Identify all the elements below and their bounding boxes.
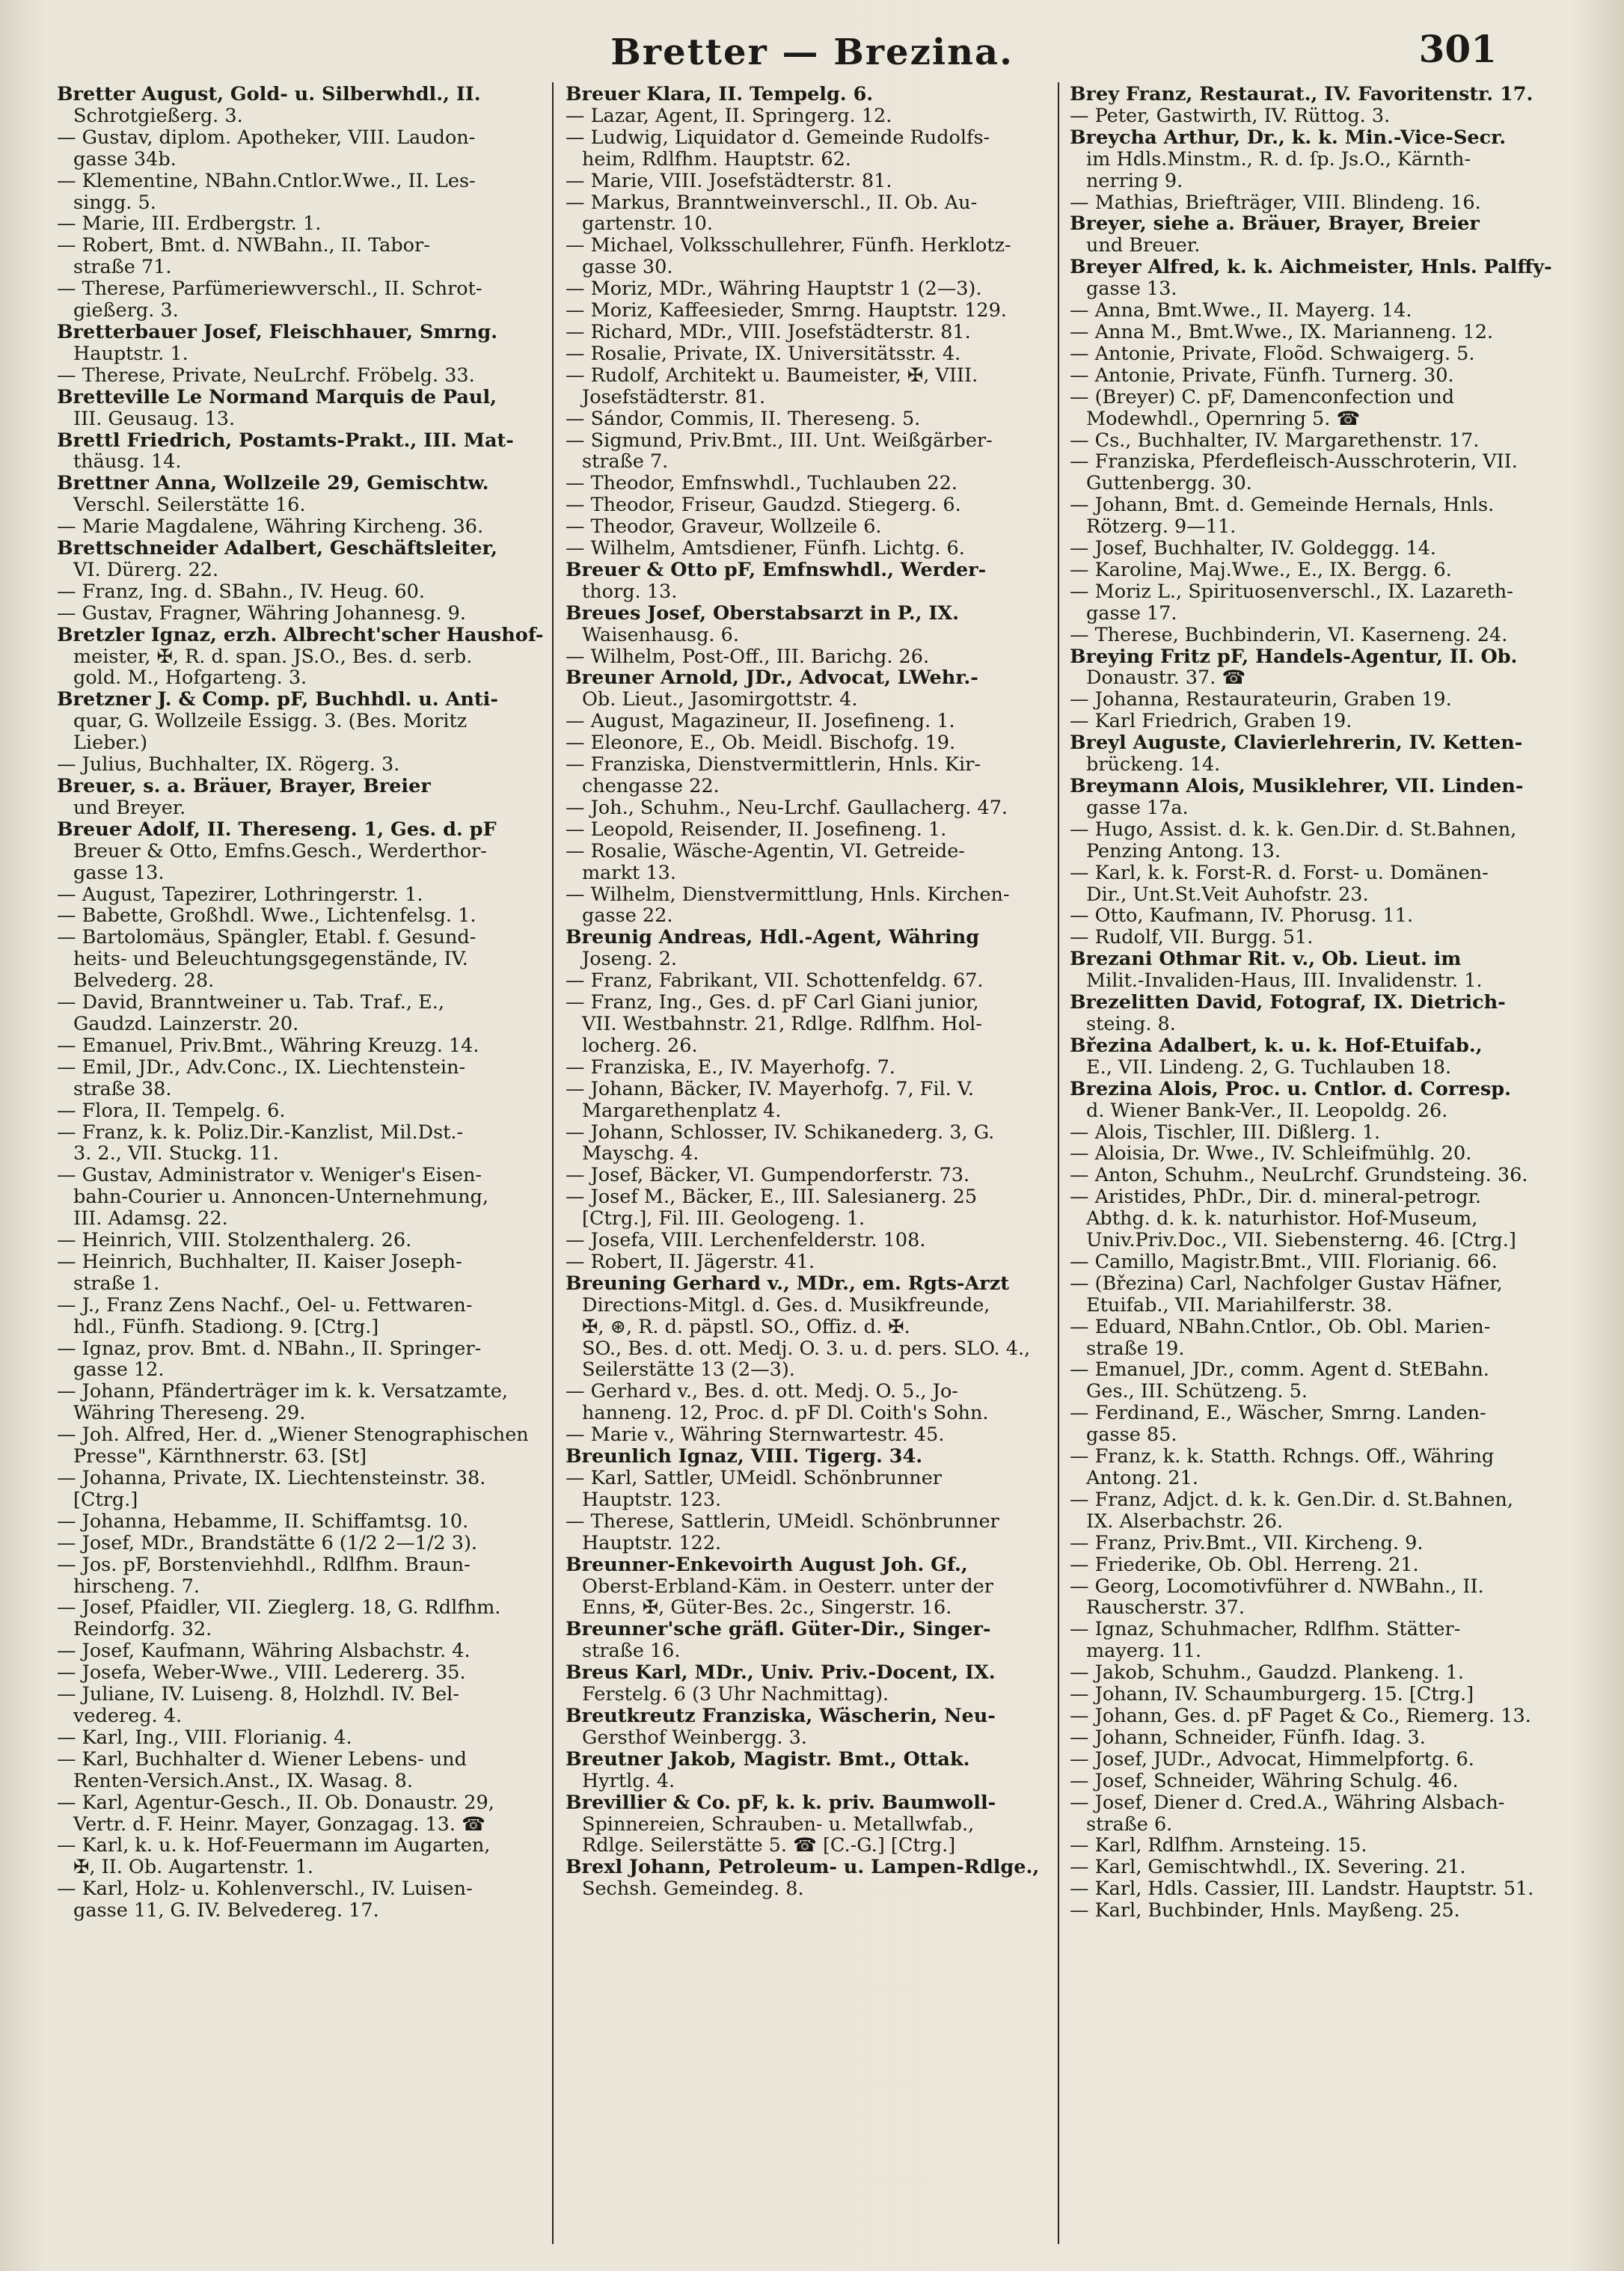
directory-entry-line: Gaudzd. Lainzerstr. 20.: [73, 1013, 299, 1035]
directory-entry-line: Modewhdl., Opernring 5. ☎: [1086, 408, 1361, 430]
directory-entry-line: — Karl, Agentur-Gesch., II. Ob. Donaustr. 29,: [57, 1792, 494, 1814]
directory-entry-line: — Moriz L., Spirituosenverschl., IX. Lazareth-: [1070, 580, 1513, 603]
directory-entry-line: — Markus, Branntweinverschl., II. Ob. Au-: [566, 191, 978, 214]
directory-entry-line: — Friederike, Ob. Obl. Herreng. 21.: [1070, 1554, 1419, 1576]
directory-entry-line: Oberst-Erbland-Käm. in Oesterr. unter der: [582, 1575, 993, 1598]
directory-entry-line: Brey Franz, Restaurat., IV. Favoritenstr. 17.: [1070, 84, 1533, 105]
directory-entry-line: — Wilhelm, Amtsdiener, Fünfh. Lichtg. 6.: [566, 538, 965, 560]
directory-entry-line: gasse 85.: [1086, 1424, 1177, 1447]
directory-entry-line: — Josef, Schneider, Währing Schulg. 46.: [1070, 1770, 1459, 1792]
directory-entry-line: — Josef, Bäcker, VI. Gumpendorferstr. 73.: [566, 1165, 970, 1187]
directory-entry-line: — Eleonore, E., Ob. Meidl. Bischofg. 19.: [566, 732, 956, 755]
directory-entry-line: Währing Thereseng. 29.: [73, 1403, 306, 1425]
directory-entry-line: — Franziska, Pferdefleisch-Ausschroterin, VII.: [1070, 451, 1518, 473]
directory-entry-line: — August, Tapezirer, Lothringerstr. 1.: [57, 883, 423, 906]
directory-entry-line: Breus Karl, MDr., Univ. Priv.-Docent, IX.: [566, 1662, 996, 1685]
directory-entry-line: — Therese, Sattlerin, UMeidl. Schönbrunner: [566, 1510, 999, 1533]
directory-entry-line: Margarethenplatz 4.: [582, 1100, 782, 1122]
directory-entry-line: — Marie, III. Erdbergstr. 1.: [57, 213, 322, 236]
directory-entry-line: — Franz, Ing. d. SBahn., IV. Heug. 60.: [57, 580, 425, 603]
directory-entry-line: — Franz, Ing., Ges. d. pF Carl Giani junior,: [566, 992, 979, 1014]
directory-entry-line: — Gustav, Fragner, Währing Johannesg. 9.: [57, 602, 466, 625]
directory-entry-line: — Theodor, Graveur, Wollzeile 6.: [566, 516, 882, 539]
directory-entry-line: gasse 12.: [73, 1359, 165, 1382]
directory-entry-line: — Marie, VIII. Josefstädterstr. 81.: [566, 170, 892, 192]
directory-entry-line: Brettner Anna, Wollzeile 29, Gemischtw.: [57, 473, 489, 495]
directory-entry-line: III. Adamsg. 22.: [73, 1208, 228, 1230]
directory-entry-line: — Anton, Schuhm., NeuLrchf. Grundsteing. 36.: [1070, 1165, 1528, 1187]
directory-entry-line: — Peter, Gastwirth, IV. Rüttog. 3.: [1070, 105, 1391, 127]
directory-entry-line: — Georg, Locomotivführer d. NWBahn., II.: [1070, 1575, 1484, 1598]
directory-entry-line: — Hugo, Assist. d. k. k. Gen.Dir. d. St.Bahnen,: [1070, 818, 1517, 841]
directory-entry-line: Etuifab., VII. Mariahilferstr. 38.: [1086, 1294, 1393, 1317]
directory-entry-line: — Leopold, Reisender, II. Josefineng. 1.: [566, 818, 947, 841]
directory-entry-line: — August, Magazineur, II. Josefineng. 1.: [566, 711, 955, 733]
directory-entry-line: Bretzner J. & Comp. pF, Buchhdl. u. Anti-: [57, 689, 498, 711]
directory-entry-line: — Eduard, NBahn.Cntlor., Ob. Obl. Marien-: [1070, 1316, 1491, 1338]
directory-entry-line: — Wilhelm, Post-Off., III. Barichg. 26.: [566, 646, 930, 668]
directory-entry-line: — Julius, Buchhalter, IX. Rögerg. 3.: [57, 754, 400, 776]
directory-entry-line: straße 19.: [1086, 1337, 1185, 1360]
directory-entry-line: d. Wiener Bank-Ver., II. Leopoldg. 26.: [1086, 1100, 1448, 1122]
directory-entry-line: quar, G. Wollzeile Essigg. 3. (Bes. Moritz: [73, 711, 468, 733]
directory-entry-line: und Breuer.: [1086, 235, 1201, 257]
directory-entry-line: — Karl, Ing., VIII. Florianig. 4.: [57, 1726, 352, 1749]
directory-entry-line: — Karoline, Maj.Wwe., E., IX. Bergg. 6.: [1070, 559, 1452, 581]
directory-entry-line: [Ctrg.]: [73, 1489, 138, 1511]
directory-entry-line: gasse 11, G. IV. Belvedereg. 17.: [73, 1900, 379, 1922]
directory-entry-line: Hauptstr. 1.: [73, 343, 189, 365]
directory-entry-line: Brezelitten David, Fotograf, IX. Dietrich-: [1070, 992, 1506, 1014]
directory-entry-line: — Sigmund, Priv.Bmt., III. Unt. Weißgärber-: [566, 429, 993, 452]
directory-entry-line: Breuer & Otto pF, Emfnswhdl., Werder-: [566, 559, 987, 581]
directory-entry-line: — Jos. pF, Borstenviehhdl., Rdlfhm. Braun-: [57, 1554, 471, 1576]
directory-entry-line: singg. 5.: [73, 191, 156, 214]
directory-entry-line: Brezani Othmar Rit. v., Ob. Lieut. im: [1070, 948, 1462, 971]
directory-entry-line: gartenstr. 10.: [582, 213, 713, 236]
directory-entry-line: Bretteville Le Normand Marquis de Paul,: [57, 386, 497, 408]
directory-entry-line: Penzing Antong. 13.: [1086, 840, 1281, 862]
directory-entry-line: — Emanuel, Priv.Bmt., Währing Kreuzg. 14.: [57, 1035, 479, 1057]
directory-entry-line: Sechsh. Gemeindeg. 8.: [582, 1878, 804, 1901]
directory-entry-line: — Jakob, Schuhm., Gaudzd. Plankeng. 1.: [1070, 1662, 1464, 1685]
directory-entry-line: Breunlich Ignaz, VIII. Tigerg. 34.: [566, 1446, 923, 1468]
directory-entry-line: — Gustav, diplom. Apotheker, VIII. Laudon-: [57, 126, 476, 149]
directory-entry-line: Renten-Versich.Anst., IX. Wasag. 8.: [73, 1770, 413, 1792]
directory-entry-line: Josefstädterstr. 81.: [582, 386, 766, 408]
directory-entry-line: Breycha Arthur, Dr., k. k. Min.-Vice-Secr.: [1070, 126, 1507, 149]
directory-entry-line: — Ignaz, prov. Bmt. d. NBahn., II. Springer-: [57, 1337, 482, 1360]
directory-entry-line: — Ferdinand, E., Wäscher, Smrng. Landen-: [1070, 1403, 1486, 1425]
directory-entry-line: — Josef M., Bäcker, E., III. Salesianerg. 25: [566, 1186, 978, 1209]
directory-column-2: [566, 84, 1059, 2246]
directory-entry-line: Breunig Andreas, Hdl.-Agent, Währing: [566, 927, 980, 949]
directory-entry-line: — (Březina) Carl, Nachfolger Gustav Häfner,: [1070, 1272, 1503, 1295]
directory-entry-line: — Josefa, VIII. Lerchenfelderstr. 108.: [566, 1230, 926, 1251]
directory-entry-line: hdl., Fünfh. Stadiong. 9. [Ctrg.]: [73, 1316, 379, 1338]
directory-entry-line: E., VII. Lindeng. 2, G. Tuchlauben 18.: [1086, 1056, 1452, 1079]
directory-entry-line: — Robert, Bmt. d. NWBahn., II. Tabor-: [57, 235, 430, 257]
directory-entry-line: Rauscherstr. 37.: [1086, 1597, 1245, 1619]
directory-entry-line: 3. 2., VII. Stuckg. 11.: [73, 1143, 279, 1165]
directory-entry-line: Breyer Alfred, k. k. Aichmeister, Hnls. Palffy-: [1070, 257, 1552, 279]
directory-entry-line: meister, ✠, R. d. span. JS.O., Bes. d. serb.: [73, 646, 473, 668]
directory-entry-line: — Heinrich, Buchhalter, II. Kaiser Joseph-: [57, 1251, 462, 1273]
directory-entry-line: im Hdls.Minstm., R. d. ſp. Js.O., Kärnth-: [1086, 148, 1471, 171]
directory-entry-line: — Anna M., Bmt.Wwe., IX. Marianneng. 12.: [1070, 321, 1494, 343]
directory-entry-line: gold. M., Hofgarteng. 3.: [73, 667, 307, 690]
directory-entry-line: — Josef, Pfaidler, VII. Zieglerg. 18, G. Rdlfhm.: [57, 1597, 501, 1619]
directory-entry-line: gasse 13.: [73, 862, 165, 884]
directory-entry-line: — David, Branntweiner u. Tab. Traf., E.,: [57, 992, 444, 1014]
directory-entry-line: — Johanna, Private, IX. Liechtensteinstr. 38.: [57, 1468, 486, 1489]
directory-entry-line: — Gustav, Administrator v. Weniger's Eisen-: [57, 1165, 482, 1187]
directory-entry-line: Breyer, siehe a. Bräuer, Brayer, Breier: [1070, 213, 1480, 236]
directory-entry-line: Waisenhausg. 6.: [582, 624, 739, 646]
directory-entry-line: Hyrtlg. 4.: [582, 1770, 675, 1792]
directory-entry-line: locherg. 26.: [582, 1035, 698, 1057]
directory-entry-line: Breues Josef, Oberstabsarzt in P., IX.: [566, 602, 959, 625]
directory-entry-line: SO., Bes. d. ott. Medj. O. 3. u. d. pers. SLO. 4.,: [582, 1337, 1031, 1360]
directory-entry-line: — Franziska, E., IV. Mayerhofg. 7.: [566, 1056, 895, 1079]
directory-entry-line: — Karl, k. u. k. Hof-Feuermann im Augarten,: [57, 1835, 491, 1857]
directory-entry-line: — Babette, Großhdl. Wwe., Lichtenfelsg. 1.: [57, 905, 477, 928]
directory-entry-line: — Johanna, Restaurateurin, Graben 19.: [1070, 689, 1452, 711]
directory-entry-line: — Karl, Rdlfhm. Arnsteing. 15.: [1070, 1835, 1367, 1857]
directory-entry-line: [Ctrg.], Fil. III. Geologeng. 1.: [582, 1208, 865, 1230]
directory-entry-line: — Flora, II. Tempelg. 6.: [57, 1100, 286, 1122]
directory-entry-line: — Emil, JDr., Adv.Conc., IX. Liechtenstein-: [57, 1056, 466, 1079]
directory-entry-line: nerring 9.: [1086, 170, 1183, 192]
directory-entry-line: ✠, ⊛, R. d. päpstl. SO., Offiz. d. ✠.: [582, 1316, 910, 1338]
directory-entry-line: — Karl, Buchbinder, Hnls. Mayßeng. 25.: [1070, 1900, 1460, 1922]
directory-entry-line: — Johanna, Hebamme, II. Schiffamtsg. 10.: [57, 1510, 469, 1533]
directory-entry-line: — Bartolomäus, Spängler, Etabl. f. Gesund-: [57, 927, 477, 949]
directory-entry-line: thäusg. 14.: [73, 451, 182, 473]
directory-entry-line: straße 1.: [73, 1272, 160, 1295]
directory-entry-line: straße 16.: [582, 1640, 681, 1663]
directory-entry-line: — Juliane, IV. Luiseng. 8, Holzhdl. IV. Bel-: [57, 1684, 459, 1705]
directory-entry-line: straße 6.: [1086, 1813, 1173, 1836]
directory-entry-line: — Johann, Pfänderträger im k. k. Versatzamte,: [57, 1381, 508, 1403]
directory-entry-line: — Karl, k. k. Forst-R. d. Forst- u. Domänen-: [1070, 862, 1489, 884]
directory-entry-line: — Johann, Bäcker, IV. Mayerhofg. 7, Fil. V.: [566, 1078, 974, 1100]
directory-entry-line: Bretzler Ignaz, erzh. Albrecht'scher Haushof-: [57, 624, 543, 646]
directory-entry-line: — Rudolf, VII. Burgg. 51.: [1070, 927, 1314, 949]
directory-entry-line: Breuer Adolf, II. Thereseng. 1, Ges. d. pF: [57, 818, 497, 841]
directory-entry-line: Spinnereien, Schrauben- u. Metallwfab.,: [582, 1813, 975, 1836]
directory-entry-line: — Emanuel, JDr., comm. Agent d. StEBahn.: [1070, 1359, 1489, 1382]
directory-entry-line: Donaustr. 37. ☎: [1086, 667, 1246, 690]
page-header: [0, 15, 1624, 82]
directory-entry-line: — Camillo, Magistr.Bmt., VIII. Florianig. 66.: [1070, 1251, 1498, 1273]
directory-entry-line: Belvederg. 28.: [73, 970, 215, 993]
directory-entry-line: — Franz, k. k. Poliz.Dir.-Kanzlist, Mil.Dst.-: [57, 1121, 464, 1144]
directory-entry-line: Vertr. d. F. Heinr. Mayer, Gonzagag. 13. ☎: [73, 1813, 485, 1836]
directory-entry-line: gießerg. 3.: [73, 300, 179, 322]
directory-entry-line: Bretterbauer Josef, Fleischhauer, Smrng.: [57, 321, 498, 343]
directory-entry-line: vedereg. 4.: [73, 1705, 183, 1727]
directory-entry-line: — Therese, Parfümeriewverschl., II. Schrot-: [57, 278, 482, 301]
directory-entry-line: gasse 30.: [582, 257, 673, 279]
header-title: Bretter — Brezina.: [610, 31, 1014, 73]
directory-entry-line: — Marie Magdalene, Währing Kircheng. 36.: [57, 516, 484, 539]
directory-entry-line: — Marie v., Währing Sternwartestr. 45.: [566, 1424, 945, 1447]
directory-entry-line: steing. 8.: [1086, 1013, 1176, 1035]
directory-entry-line: Ob. Lieut., Jasomirgottstr. 4.: [582, 689, 858, 711]
directory-entry-line: Reindorfg. 32.: [73, 1619, 212, 1641]
directory-entry-line: gasse 17.: [1086, 602, 1177, 625]
directory-entry-line: Brettl Friedrich, Postamts-Prakt., III. Mat-: [57, 429, 514, 452]
directory-entry-line: — Otto, Kaufmann, IV. Phorusg. 11.: [1070, 905, 1414, 928]
directory-entry-line: heim, Rdlfhm. Hauptstr. 62.: [582, 148, 851, 171]
directory-entry-line: — Cs., Buchhalter, IV. Margarethenstr. 17.: [1070, 429, 1480, 452]
directory-entry-line: Mayschg. 4.: [582, 1143, 699, 1165]
directory-entry-line: VII. Westbahnstr. 21, Rdlge. Rdlfhm. Hol-: [582, 1013, 982, 1035]
directory-entry-line: — Sándor, Commis, II. Thereseng. 5.: [566, 408, 921, 430]
directory-entry-line: Verschl. Seilerstätte 16.: [73, 494, 306, 517]
directory-entry-line: gasse 34b.: [73, 148, 177, 171]
directory-entry-line: Brettschneider Adalbert, Geschäftsleiter,: [57, 538, 497, 560]
directory-entry-line: — Anna, Bmt.Wwe., II. Mayerg. 14.: [1070, 300, 1412, 322]
directory-entry-line: straße 7.: [582, 451, 669, 473]
directory-entry-line: straße 71.: [73, 257, 172, 279]
directory-entry-line: gasse 22.: [582, 905, 673, 928]
directory-entry-line: Schrotgießerg. 3.: [73, 105, 243, 127]
directory-entry-line: — Michael, Volksschullehrer, Fünfh. Herklotz-: [566, 235, 1011, 257]
directory-entry-line: Joseng. 2.: [582, 948, 678, 971]
directory-entry-line: Breuer, s. a. Bräuer, Brayer, Breier: [57, 776, 431, 797]
directory-entry-line: Hauptstr. 123.: [582, 1489, 722, 1511]
directory-entry-line: — Theodor, Emfnswhdl., Tuchlauben 22.: [566, 473, 957, 495]
directory-entry-line: Breyl Auguste, Clavierlehrerin, IV. Ketten-: [1070, 732, 1523, 755]
directory-entry-line: Breutkreutz Franziska, Wäscherin, Neu-: [566, 1705, 996, 1727]
directory-entry-line: — Karl, Holz- u. Kohlenverschl., IV. Luisen-: [57, 1878, 473, 1901]
directory-entry-line: — Alois, Tischler, III. Dißlerg. 1.: [1070, 1121, 1381, 1144]
directory-entry-line: Presse", Kärnthnerstr. 63. [St]: [73, 1446, 367, 1468]
directory-entry-line: Antong. 21.: [1086, 1468, 1198, 1489]
directory-entry-line: — Josef, Buchhalter, IV. Goldeggg. 14.: [1070, 538, 1436, 560]
directory-entry-line: — Klementine, NBahn.Cntlor.Wwe., II. Les-: [57, 170, 476, 192]
directory-entry-line: — Josefa, Weber-Wwe., VIII. Ledererg. 35.: [57, 1662, 466, 1685]
directory-entry-line: III. Geusaug. 13.: [73, 408, 236, 430]
directory-entry-line: Březina Adalbert, k. u. k. Hof-Etuifab.,: [1070, 1035, 1483, 1057]
directory-entry-line: brückeng. 14.: [1086, 754, 1221, 776]
directory-entry-line: Ges., III. Schützeng. 5.: [1086, 1381, 1308, 1403]
directory-entry-line: Breunner'sche gräfl. Güter-Dir., Singer-: [566, 1619, 991, 1641]
directory-entry-line: — Josef, Kaufmann, Währing Alsbachstr. 4.: [57, 1640, 471, 1663]
directory-entry-line: — Karl, Gemischtwhdl., IX. Severing. 21.: [1070, 1857, 1466, 1879]
directory-entry-line: — Rosalie, Private, IX. Universitätsstr. 4.: [566, 343, 961, 365]
directory-entry-line: Breuning Gerhard v., MDr., em. Rgts-Arzt: [566, 1272, 1009, 1295]
directory-entry-line: ✠, II. Ob. Augartenstr. 1.: [73, 1857, 313, 1879]
directory-entry-line: — Ludwig, Liquidator d. Gemeinde Rudolfs-: [566, 126, 990, 149]
directory-entry-line: VI. Dürerg. 22.: [73, 559, 219, 581]
directory-entry-line: Univ.Priv.Doc., VII. Siebensterng. 46. [Ctrg.]: [1086, 1230, 1516, 1251]
directory-entry-line: Brevillier & Co. pF, k. k. priv. Baumwoll-: [566, 1792, 996, 1814]
directory-entry-line: IX. Alserbachstr. 26.: [1086, 1510, 1284, 1533]
directory-entry-line: — Therese, Private, NeuLrchf. Fröbelg. 33.: [57, 364, 475, 387]
directory-entry-line: — Ignaz, Schuhmacher, Rdlfhm. Stätter-: [1070, 1619, 1461, 1641]
directory-entry-line: — (Breyer) C. pF, Damenconfection und: [1070, 386, 1455, 408]
directory-entry-line: hirscheng. 7.: [73, 1575, 200, 1598]
directory-entry-line: gasse 17a.: [1086, 797, 1189, 819]
directory-entry-line: — Moriz, MDr., Währing Hauptstr 1 (2—3).: [566, 278, 982, 301]
directory-entry-line: — Aloisia, Dr. Wwe., IV. Schleifmühlg. 20.: [1070, 1143, 1472, 1165]
directory-entry-line: Brexl Johann, Petroleum- u. Lampen-Rdlge.,: [566, 1857, 1040, 1879]
page-number: 301: [1418, 27, 1497, 71]
directory-entry-line: — Aristides, PhDr., Dir. d. mineral-petrogr.: [1070, 1186, 1482, 1209]
directory-entry-line: — Theodor, Friseur, Gaudzd. Stiegerg. 6.: [566, 494, 961, 517]
directory-entry-line: — Franz, k. k. Statth. Rchngs. Off., Währing: [1070, 1446, 1495, 1468]
directory-entry-line: — Antonie, Private, Floõd. Schwaigerg. 5.: [1070, 343, 1475, 365]
directory-entry-line: Rötzerg. 9—11.: [1086, 516, 1237, 539]
directory-entry-line: markt 13.: [582, 862, 676, 884]
directory-entry-line: — Rosalie, Wäsche-Agentin, VI. Getreide-: [566, 840, 965, 862]
directory-entry-line: — Rudolf, Architekt u. Baumeister, ✠, VIII.: [566, 364, 978, 387]
directory-column-3: [1070, 84, 1567, 2246]
directory-entry-line: — Johann, Schneider, Fünfh. Idag. 3.: [1070, 1726, 1426, 1749]
directory-entry-line: thorg. 13.: [582, 580, 678, 603]
directory-entry-line: Dir., Unt.St.Veit Auhofstr. 23.: [1086, 883, 1369, 906]
directory-entry-line: Breuer Klara, II. Tempelg. 6.: [566, 84, 874, 105]
directory-entry-line: — Johann, Bmt. d. Gemeinde Hernals, Hnls.: [1070, 494, 1495, 517]
directory-entry-line: Seilerstätte 13 (2—3).: [582, 1359, 795, 1382]
directory-entry-line: Breunner-Enkevoirth August Joh. Gf.,: [566, 1554, 968, 1576]
directory-entry-line: Guttenbergg. 30.: [1086, 473, 1252, 495]
directory-entry-line: — Joh. Alfred, Her. d. „Wiener Stenographischen: [57, 1424, 529, 1447]
directory-entry-line: — Karl, Buchhalter d. Wiener Lebens- und: [57, 1748, 467, 1771]
directory-entry-line: — Joh., Schuhm., Neu-Lrchf. Gaullacherg. 47.: [566, 797, 1008, 819]
directory-entry-line: — Gerhard v., Bes. d. ott. Medj. O. 5., Jo-: [566, 1381, 958, 1403]
directory-entry-line: Breying Fritz pF, Handels-Agentur, II. Ob.: [1070, 646, 1518, 668]
directory-entry-line: Breuer & Otto, Emfns.Gesch., Werderthor-: [73, 840, 487, 862]
directory-entry-line: — Franz, Adjct. d. k. k. Gen.Dir. d. St.Bahnen,: [1070, 1489, 1513, 1511]
directory-entry-line: Milit.-Invaliden-Haus, III. Invalidenstr. 1.: [1086, 970, 1483, 993]
directory-entry-line: Breymann Alois, Musiklehrer, VII. Linden-: [1070, 776, 1524, 797]
directory-entry-line: — Josef, JUDr., Advocat, Himmelpfortg. 6.: [1070, 1748, 1474, 1771]
directory-entry-line: Abthg. d. k. k. naturhistor. Hof-Museum,: [1086, 1208, 1478, 1230]
directory-entry-line: Bretter August, Gold- u. Silberwhdl., II.: [57, 84, 481, 105]
directory-entry-line: — Robert, II. Jägerstr. 41.: [566, 1251, 815, 1273]
directory-column-1: [57, 84, 543, 2246]
directory-entry-line: — Lazar, Agent, II. Springerg. 12.: [566, 105, 892, 127]
directory-entry-line: straße 38.: [73, 1078, 172, 1100]
directory-entry-line: — Franz, Priv.Bmt., VII. Kircheng. 9.: [1070, 1532, 1424, 1554]
directory-entry-line: Brezina Alois, Proc. u. Cntlor. d. Corresp.: [1070, 1078, 1511, 1100]
directory-entry-line: Gersthof Weinbergg. 3.: [582, 1726, 807, 1749]
directory-entry-line: — Franziska, Dienstvermittlerin, Hnls. Kir-: [566, 754, 981, 776]
directory-entry-line: — Moriz, Kaffeesieder, Smrng. Hauptstr. 129.: [566, 300, 1007, 322]
directory-entry-line: chengasse 22.: [582, 776, 720, 797]
directory-entry-line: Ferstelg. 6 (3 Uhr Nachmittag).: [582, 1684, 889, 1705]
directory-entry-line: Enns, ✠, Güter-Bes. 2c., Singerstr. 16.: [582, 1597, 952, 1619]
directory-entry-line: — Karl, Hdls. Cassier, III. Landstr. Hauptstr. 51.: [1070, 1878, 1534, 1901]
directory-entry-line: Breuner Arnold, JDr., Advocat, LWehr.-: [566, 667, 978, 690]
directory-entry-line: — Karl, Sattler, UMeidl. Schönbrunner: [566, 1468, 942, 1489]
directory-entry-line: — Heinrich, VIII. Stolzenthalerg. 26.: [57, 1230, 412, 1251]
directory-entry-line: Breutner Jakob, Magistr. Bmt., Ottak.: [566, 1748, 970, 1771]
directory-entry-line: — Therese, Buchbinderin, VI. Kaserneng. 24.: [1070, 624, 1508, 646]
directory-entry-line: heits- und Beleuchtungsgegenstände, IV.: [73, 948, 468, 971]
directory-entry-line: — Wilhelm, Dienstvermittlung, Hnls. Kirchen-: [566, 883, 1010, 906]
directory-entry-line: hanneng. 12, Proc. d. pF Dl. Coith's Sohn.: [582, 1403, 989, 1425]
directory-entry-line: gasse 13.: [1086, 278, 1177, 301]
column-divider-left: [552, 82, 554, 2244]
directory-entry-line: — Johann, Schlosser, IV. Schikanederg. 3, G.: [566, 1121, 995, 1144]
directory-entry-line: — Richard, MDr., VIII. Josefstädterstr. 81.: [566, 321, 971, 343]
directory-entry-line: mayerg. 11.: [1086, 1640, 1202, 1663]
directory-entry-line: — Johann, Ges. d. pF Paget & Co., Riemerg. 13.: [1070, 1705, 1531, 1727]
directory-entry-line: — Josef, MDr., Brandstätte 6 (1/2 2—1/2 3).: [57, 1532, 478, 1554]
directory-entry-line: — Josef, Diener d. Cred.A., Währing Alsbach-: [1070, 1792, 1505, 1814]
directory-entry-line: — Johann, IV. Schaumburgerg. 15. [Ctrg.]: [1070, 1684, 1474, 1705]
directory-entry-line: bahn-Courier u. Annoncen-Unternehmung,: [73, 1186, 488, 1209]
directory-entry-line: — Karl Friedrich, Graben 19.: [1070, 711, 1352, 733]
directory-entry-line: — J., Franz Zens Nachf., Oel- u. Fettwaren-: [57, 1294, 473, 1317]
directory-entry-line: Hauptstr. 122.: [582, 1532, 722, 1554]
directory-entry-line: und Breyer.: [73, 797, 186, 819]
directory-entry-line: Directions-Mitgl. d. Ges. d. Musikfreunde,: [582, 1294, 990, 1317]
directory-entry-line: — Franz, Fabrikant, VII. Schottenfeldg. 67.: [566, 970, 984, 993]
directory-entry-line: — Antonie, Private, Fünfh. Turnerg. 30.: [1070, 364, 1454, 387]
directory-entry-line: Lieber.): [73, 732, 148, 755]
directory-entry-line: — Mathias, Briefträger, VIII. Blindeng. 16.: [1070, 191, 1481, 214]
directory-entry-line: Rdlge. Seilerstätte 5. ☎ [C.-G.] [Ctrg.]: [582, 1835, 956, 1857]
